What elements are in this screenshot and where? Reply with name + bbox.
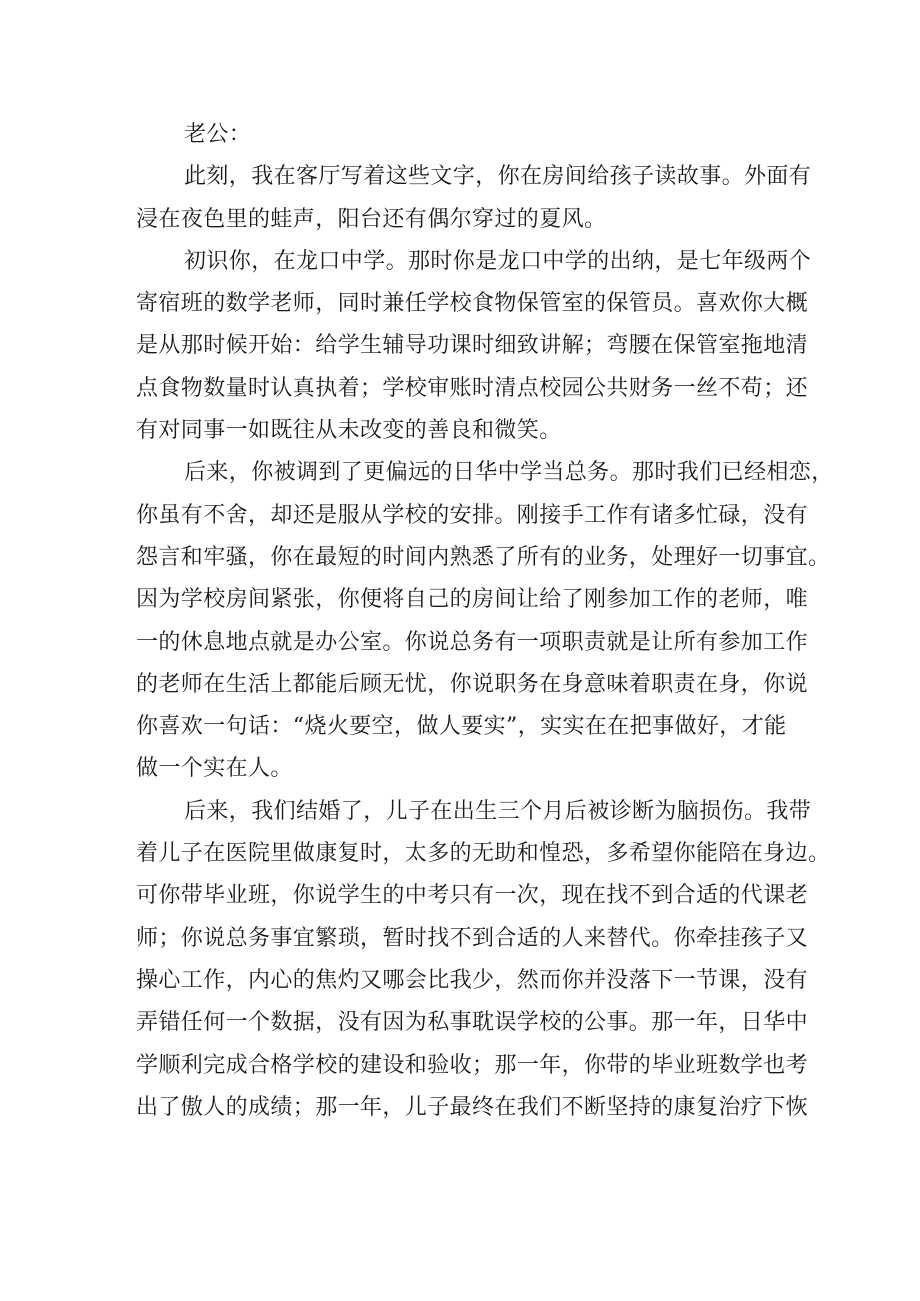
paragraph-4-line-4: 师；你说总务事宜繁琐，暂时找不到合适的人来替代。你牵挂孩子又 (136, 925, 809, 951)
paragraph-2-line-3: 是从那时候开始：给学生辅导功课时细致讲解；弯腰在保管室拖地清 (136, 333, 809, 359)
paragraph-4-line-2: 着儿子在医院里做康复时，太多的无助和惶恐，多希望你能陪在身边。 (136, 841, 831, 867)
paragraph-3-line-8: 做一个实在人。 (136, 756, 293, 782)
paragraph-4-line-1: 后来，我们结婚了，儿子在出生三个月后被诊断为脑损伤。我带 (184, 798, 812, 824)
paragraph-4-line-8: 出了傲人的成绩；那一年，儿子最终在我们不断坚持的康复治疗下恢 (136, 1094, 809, 1120)
paragraph-3-line-2: 你虽有不舍，却还是服从学校的安排。刚接手工作有诸多忙碌，没有 (136, 502, 809, 528)
paragraph-1-line-2: 浸在夜色里的蛙声，阳台还有偶尔穿过的夏风。 (136, 206, 607, 232)
paragraph-3-line-6: 的老师在生活上都能后顾无忧，你说职务在身意味着职责在身，你说 (136, 671, 809, 697)
paragraph-3-line-4: 因为学校房间紧张，你便将自己的房间让给了刚参加工作的老师，唯 (136, 587, 809, 613)
paragraph-2-line-2: 寄宿班的数学老师，同时兼任学校食物保管室的保管员。喜欢你大概 (136, 291, 809, 317)
paragraph-1-line-1: 此刻，我在客厅写着这些文字，你在房间给孩子读故事。外面有 (184, 164, 812, 190)
paragraph-2-line-5: 有对同事一如既往从未改变的善良和微笑。 (136, 418, 562, 444)
paragraph-3-line-3: 怨言和牢骚，你在最短的时间内熟悉了所有的业务，处理好一切事宜。 (136, 544, 831, 570)
paragraph-3-line-1: 后来，你被调到了更偏远的日华中学当总务。那时我们已经相恋， (184, 460, 834, 486)
paragraph-4-line-7: 学顺利完成合格学校的建设和验收；那一年，你带的毕业班数学也考 (136, 1052, 809, 1078)
paragraph-4-line-6: 弄错任何一个数据，没有因为私事耽误学校的公事。那一年，日华中 (136, 1010, 809, 1036)
letter-body (136, 114, 834, 1129)
paragraph-2-line-1: 初识你，在龙口中学。那时你是龙口中学的出纳，是七年级两个 (184, 248, 812, 274)
salutation: 老公： (184, 122, 252, 147)
paragraph-3-line-7: 你喜欢一句话：“烧火要空，做人要实”，实实在在把事做好，才能 (136, 714, 787, 740)
paragraph-4-line-5: 操心工作，内心的焦灼又哪会比我少，然而你并没落下一节课，没有 (136, 967, 809, 993)
paragraph-4-line-3: 可你带毕业班，你说学生的中考只有一次，现在找不到合适的代课老 (136, 883, 809, 909)
paragraph-2-line-4: 点食物数量时认真执着；学校审账时清点校园公共财务一丝不苟；还 (136, 375, 809, 401)
paragraph-3-line-5: 一的休息地点就是办公室。你说总务有一项职责就是让所有参加工作 (136, 629, 809, 655)
